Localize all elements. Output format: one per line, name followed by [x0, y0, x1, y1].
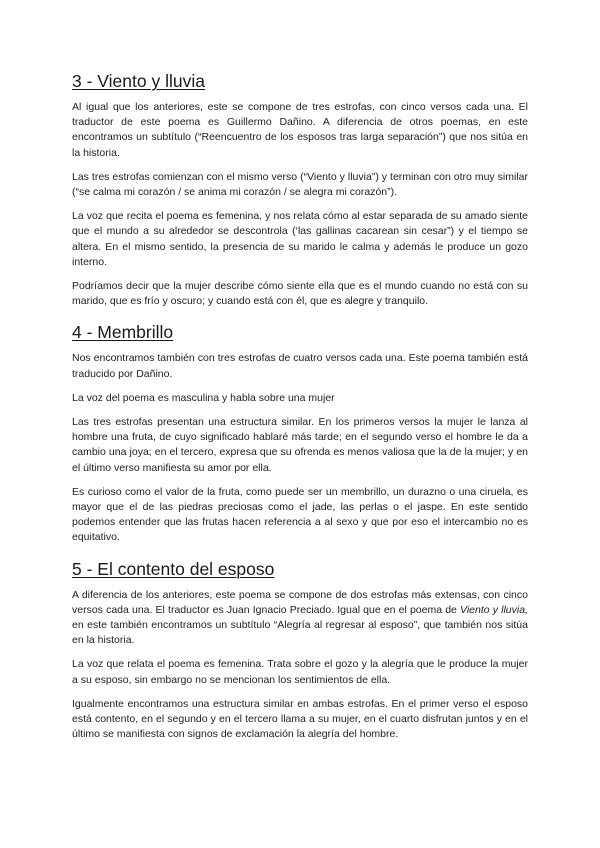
poem-title-italic: Viento y lluvia, [460, 603, 528, 616]
paragraph: La voz que relata el poema es femenina. Trata sobre el gozo y la alegría que le produce la mujer a su esposo, sin embargo no se mencionan los sentimientos de ella. [72, 658, 528, 686]
paragraph: Es curioso como el valor de la fruta, como puede ser un membrillo, un durazno o una ciruela, es mayor que el de las piedras preciosas como el jade, las perlas o el jaspe. En este sentido podemos entender que las frutas hacen referencia a al sexo y que por eso el intercambio no es equitativo. [72, 485, 528, 544]
section-el-contento-del-esposo [72, 558, 528, 743]
paragraph: Podríamos decir que la mujer describe cómo siente ella que es el mundo cuando no está con su marido, que es frío y oscuro; y cuando está con él, que es alegre y tranquilo. [72, 280, 528, 308]
document-page [72, 70, 528, 752]
section-viento-y-lluvia [72, 70, 528, 309]
section-heading: 5 - El contento del esposo [72, 558, 275, 579]
section-heading: 3 - Viento y lluvia [72, 71, 205, 91]
paragraph: La voz del poema es masculina y habla sobre una mujer [72, 391, 335, 404]
paragraph: Igualmente encontramos una estructura similar en ambas estrofas. En el primer verso el esposo está contento, en el segundo y en el tercero llama a su mujer, en el cuarto disfrutan juntos y en el último se manifiesta con signos de exclamación la alegría del hombre. [72, 697, 528, 741]
paragraph-text: en este también encontramos un subtítulo “Alegría al regresar al esposo”, que también nos sitúa en la historia. [72, 619, 528, 647]
paragraph: Las tres estrofas comienzan con el mismo verso (“Viento y lluvia”) y terminan con otro muy similar (“se calma mi corazón / se anima mi corazón / se alegra mi corazón”). [72, 170, 528, 199]
paragraph-text: A diferencia de los anteriores, este poema se compone de dos estrofas más extensas, con cinco versos cada una. El traductor es Juan Ignacio Preciado. Igual que en el poema de [72, 588, 528, 616]
paragraph: Nos encontramos también con tres estrofas de cuatro versos cada una. Este poema también está traducido por Dañino. [72, 352, 528, 380]
paragraph [72, 588, 528, 649]
paragraph: Al igual que los anteriores, este se compone de tres estrofas, con cinco versos cada una. El traductor de este poema es Guillermo Dañino. A diferencia de otros poemas, en este encontramos un subtítulo (“Reencuentro de los esposos tras larga separación”) que nos sitúa en la historia. [72, 101, 528, 159]
section-membrillo [72, 321, 528, 545]
paragraph: La voz que recita el poema es femenina, y nos relata cómo al estar separada de su amado siente que el mundo a su alrededor se descontrola (‘las gallinas cacarean sin cesar”) y el tiempo se altera. En el mismo sentido, la presencia de su marido le calma y además le produce un gozo interno. [72, 210, 528, 268]
section-heading: 4 - Membrillo [72, 322, 174, 343]
paragraph: Las tres estrofas presentan una estructura similar. En los primeros versos la mujer le lanza al hombre una fruta, de cuyo significado hablaré más tarde; en el segundo verso el hombre le da a cambio una joya; en el tercero, expresa que su ofrenda es menos valiosa que la de la mujer; y en el último verso manifiesta su amor por ella. [72, 416, 528, 474]
